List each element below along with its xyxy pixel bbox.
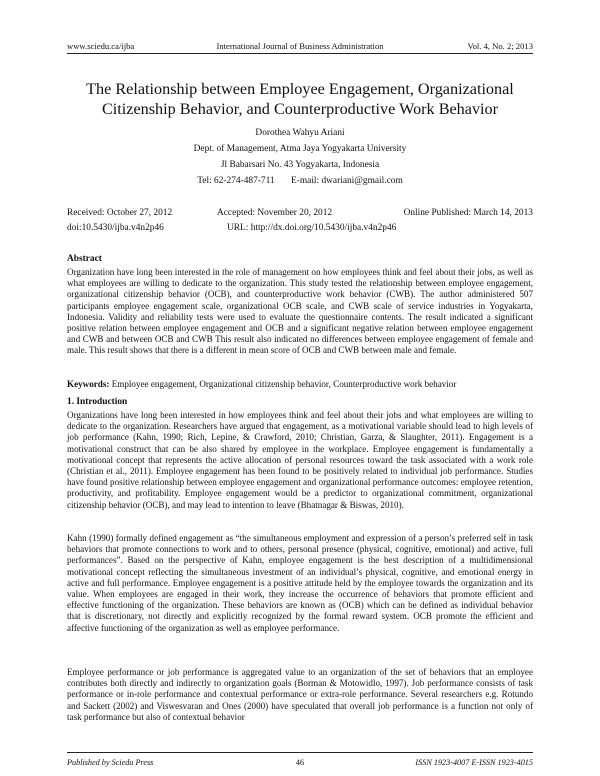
page-number: 46 (295, 758, 305, 767)
intro-paragraph-3: Employee performance or job performance is aggregated value to an organization of the set of behaviors that an employee contributes both directly and indirectly to organization goals (Borman & Motowidlo, 1997). Job performance consists of task performance or in-role performance and contextual performance or extra-role performance. Several researchers e.g. Rotundo and Sackett (2002) and Viswesvaran and Ones (2000) have speculated that overall job performance is a function not only of task performance but also of contextual behavior (67, 667, 533, 722)
keywords-label: Keywords: (67, 379, 110, 389)
intro-paragraph-1: Organizations have long been interested in how employees think and feel about their jobs and what employees are willing to dedicate to the organization. Researchers have argued that engagement, as a motivational variable should lead to high levels of job performance (Kahn, 1990; Rich, Lepine, & Crawford, 2010; Christian, Garza, & Slaughter, 2011). Engagement is a motivational construct that can be also shared by employee in the workplace. Employee engagement is fundamentally a motivational concept that represents the active allocation of personal resources toward the task associated with a work role (Christian et al., 2011). Employee engagement has been found to be positively related to individual job performance. Studies have found positive relationship between employee engagement and organizational performance outcomes: employee retention, productivity, and profitability. Employee engagement would be a predictor to organizational commitment, organizational citizenship behavior (OCB), and may lead to intention to leave (Bhatnagar & Biswas, 2010). (67, 410, 533, 510)
keywords-text: Employee engagement, Organizational citizenship behavior, Counterproductive work behavior (111, 379, 457, 389)
journal-url: www.sciedu.ca/ijba (67, 41, 135, 51)
author-dept: Dept. of Management, Atma Jaya Yogyakarta University (193, 144, 407, 154)
publisher: Published by Sciedu Press (67, 758, 154, 767)
accepted-date: Accepted: November 20, 2012 (217, 208, 333, 218)
paper-title (60, 79, 540, 119)
journal-name: International Journal of Business Administration (216, 41, 384, 51)
keywords (67, 379, 533, 389)
received-date: Received: October 27, 2012 (67, 208, 173, 218)
footer-rule (67, 752, 533, 753)
header-rule (67, 53, 533, 54)
title-line-2: Citizenship Behavior, and Counterproductive Work Behavior (101, 100, 499, 118)
intro-heading: 1. Introduction (67, 397, 128, 407)
author-tel: Tel: 62-274-487-711 (197, 176, 275, 186)
volume-info: Vol. 4, No. 2; 2013 (467, 41, 533, 51)
doi: doi:10.5430/ijba.v4n2p46 (67, 223, 164, 233)
author-contact (60, 176, 540, 186)
author-name: Dorothea Wahyu Ariani (255, 128, 345, 138)
author-address: Jl Babarsari No. 43 Yogyakarta, Indonesia (220, 160, 380, 170)
intro-paragraph-2: Kahn (1990) formally defined engagement as “the simultaneous employment and expression of a person’s preferred self in task behaviors that promote connections to work and to others, personal presence (physical, cognitive, emotional) and active, full performances”. Based on the perspective of Kahn, employee engagement is the best description of a multidimensional motivational concept reflecting the simultaneous investment of an individual’s physical, cognitive, and emotional energy in active and full performance. Employee engagement is a positive attitude held by the employee towards the organization and its value. When employees are engaged in their work, they increase the occurrence of behaviors that promote efficient and effective functioning of the organization. These behaviors are known as (OCB) which can be defined as individual behavior that is discretionary, not directly and explicitly recognized by the formal reward system. OCB promote the efficient and affective functioning of the organization as well as employee performance. (67, 533, 533, 633)
abstract-text: Organization have long been interested in the role of management on how employees think and feel about their jobs, as well as what employees are willing to dedicate to the organization. This study tested the relationship between employee engagement, organizational citizenship behavior (OCB), and counterproductive work behavior (CWB). The author administered 507 participants employee engagement scale, organizational OCB scale, and CWB scale of service industries in Yogyakarta, Indonesia. Validity and reliability tests were used to evaluate the questionnaire contents. The result indicated a significant positive relation between employee engagement and OCB and a significant negative relation between employee engagement and CWB and between OCB and CWB This result also indicated no differences between employee engagement of female and male. This result shows that there is a different in mean score of OCB and CWB between male and female. (67, 267, 533, 356)
published-date: Online Published: March 14, 2013 (403, 208, 533, 218)
abstract-heading: Abstract (67, 254, 102, 264)
doi-url[interactable]: URL: http://dx.doi.org/10.5430/ijba.v4n2p46 (227, 223, 397, 233)
issn: ISSN 1923-4007 E-ISSN 1923-4015 (415, 758, 533, 767)
author-email: E-mail: dwariani@gmail.com (291, 176, 403, 186)
title-line-1: The Relationship between Employee Engagement, Organizational (86, 80, 514, 98)
